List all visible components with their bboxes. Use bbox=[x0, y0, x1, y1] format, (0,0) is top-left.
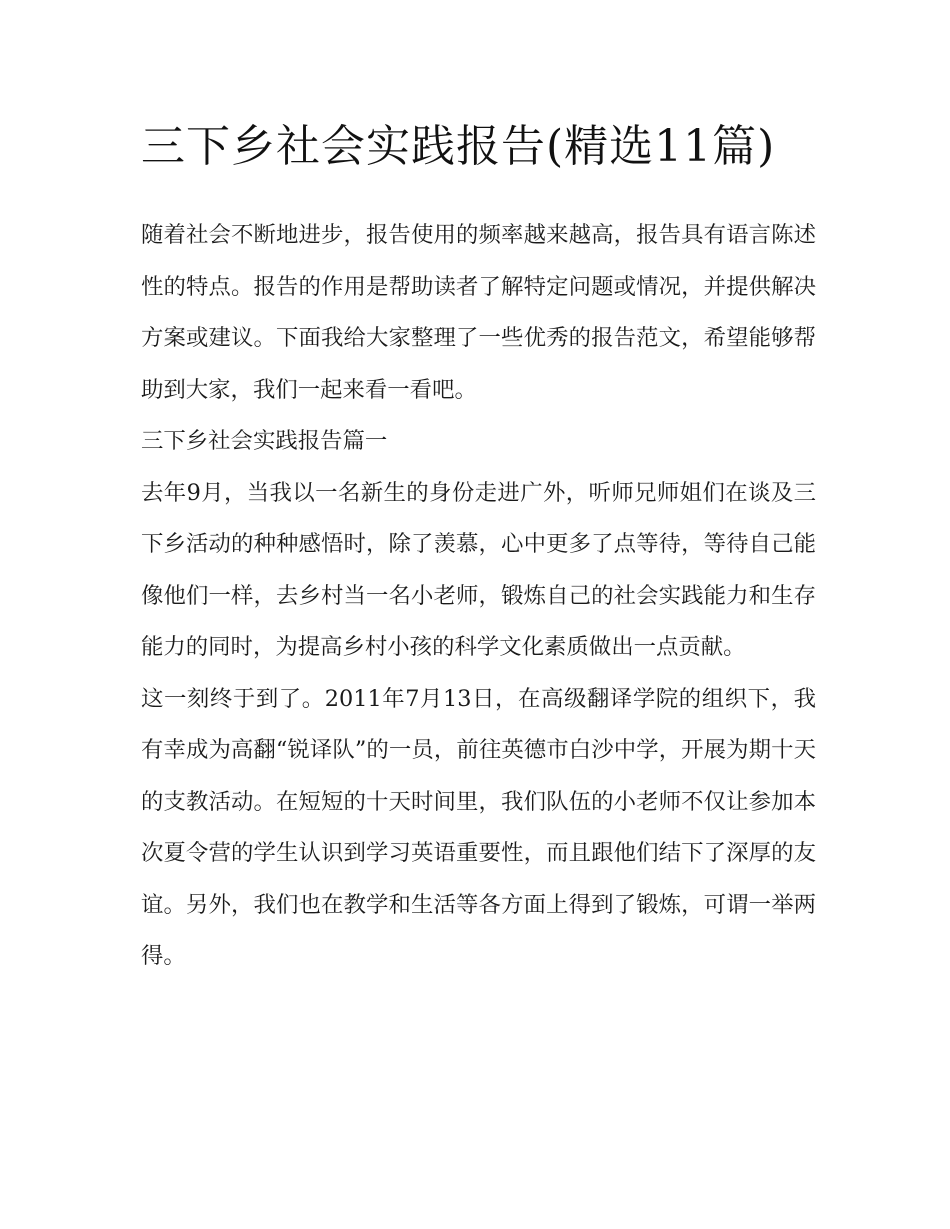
intro-paragraph: 随着社会不断地进步，报告使用的频率越来越高，报告具有语言陈述性的特点。报告的作用是帮助读者了解特定问题或情况，并提供解决方案或建议。下面我给大家整理了一些优秀的报告范文，希望能够帮助到大家，我们一起来看一看吧。 bbox=[141, 222, 816, 403]
body-paragraph: 去年9月，当我以一名新生的身份走进广外，听师兄师姐们在谈及三下乡活动的种种感悟时，除了羡慕，心中更多了点等待，等待自己能像他们一样，去乡村当一名小老师，锻炼自己的社会实践能力和生存能力的同时，为提高乡村小孩的科学文化素质做出一点贡献。 bbox=[141, 479, 816, 660]
document-content bbox=[141, 110, 816, 983]
document-title: 三下乡社会实践报告(精选11篇) bbox=[141, 121, 776, 172]
document-body bbox=[141, 210, 816, 983]
body-paragraph: 这一刻终于到了。2011年7月13日，在高级翻译学院的组织下，我有幸成为高翻“锐译队”的一员，前往英德市白沙中学，开展为期十天的支教活动。在短短的十天时间里，我们队伍的小老师不仅让参加本次夏令营的学生认识到学习英语重要性，而且跟他们结下了深厚的友谊。另外，我们也在教学和生活等各方面上得到了锻炼，可谓一举两得。 bbox=[141, 685, 816, 969]
section-heading: 三下乡社会实践报告篇一 bbox=[141, 428, 388, 454]
